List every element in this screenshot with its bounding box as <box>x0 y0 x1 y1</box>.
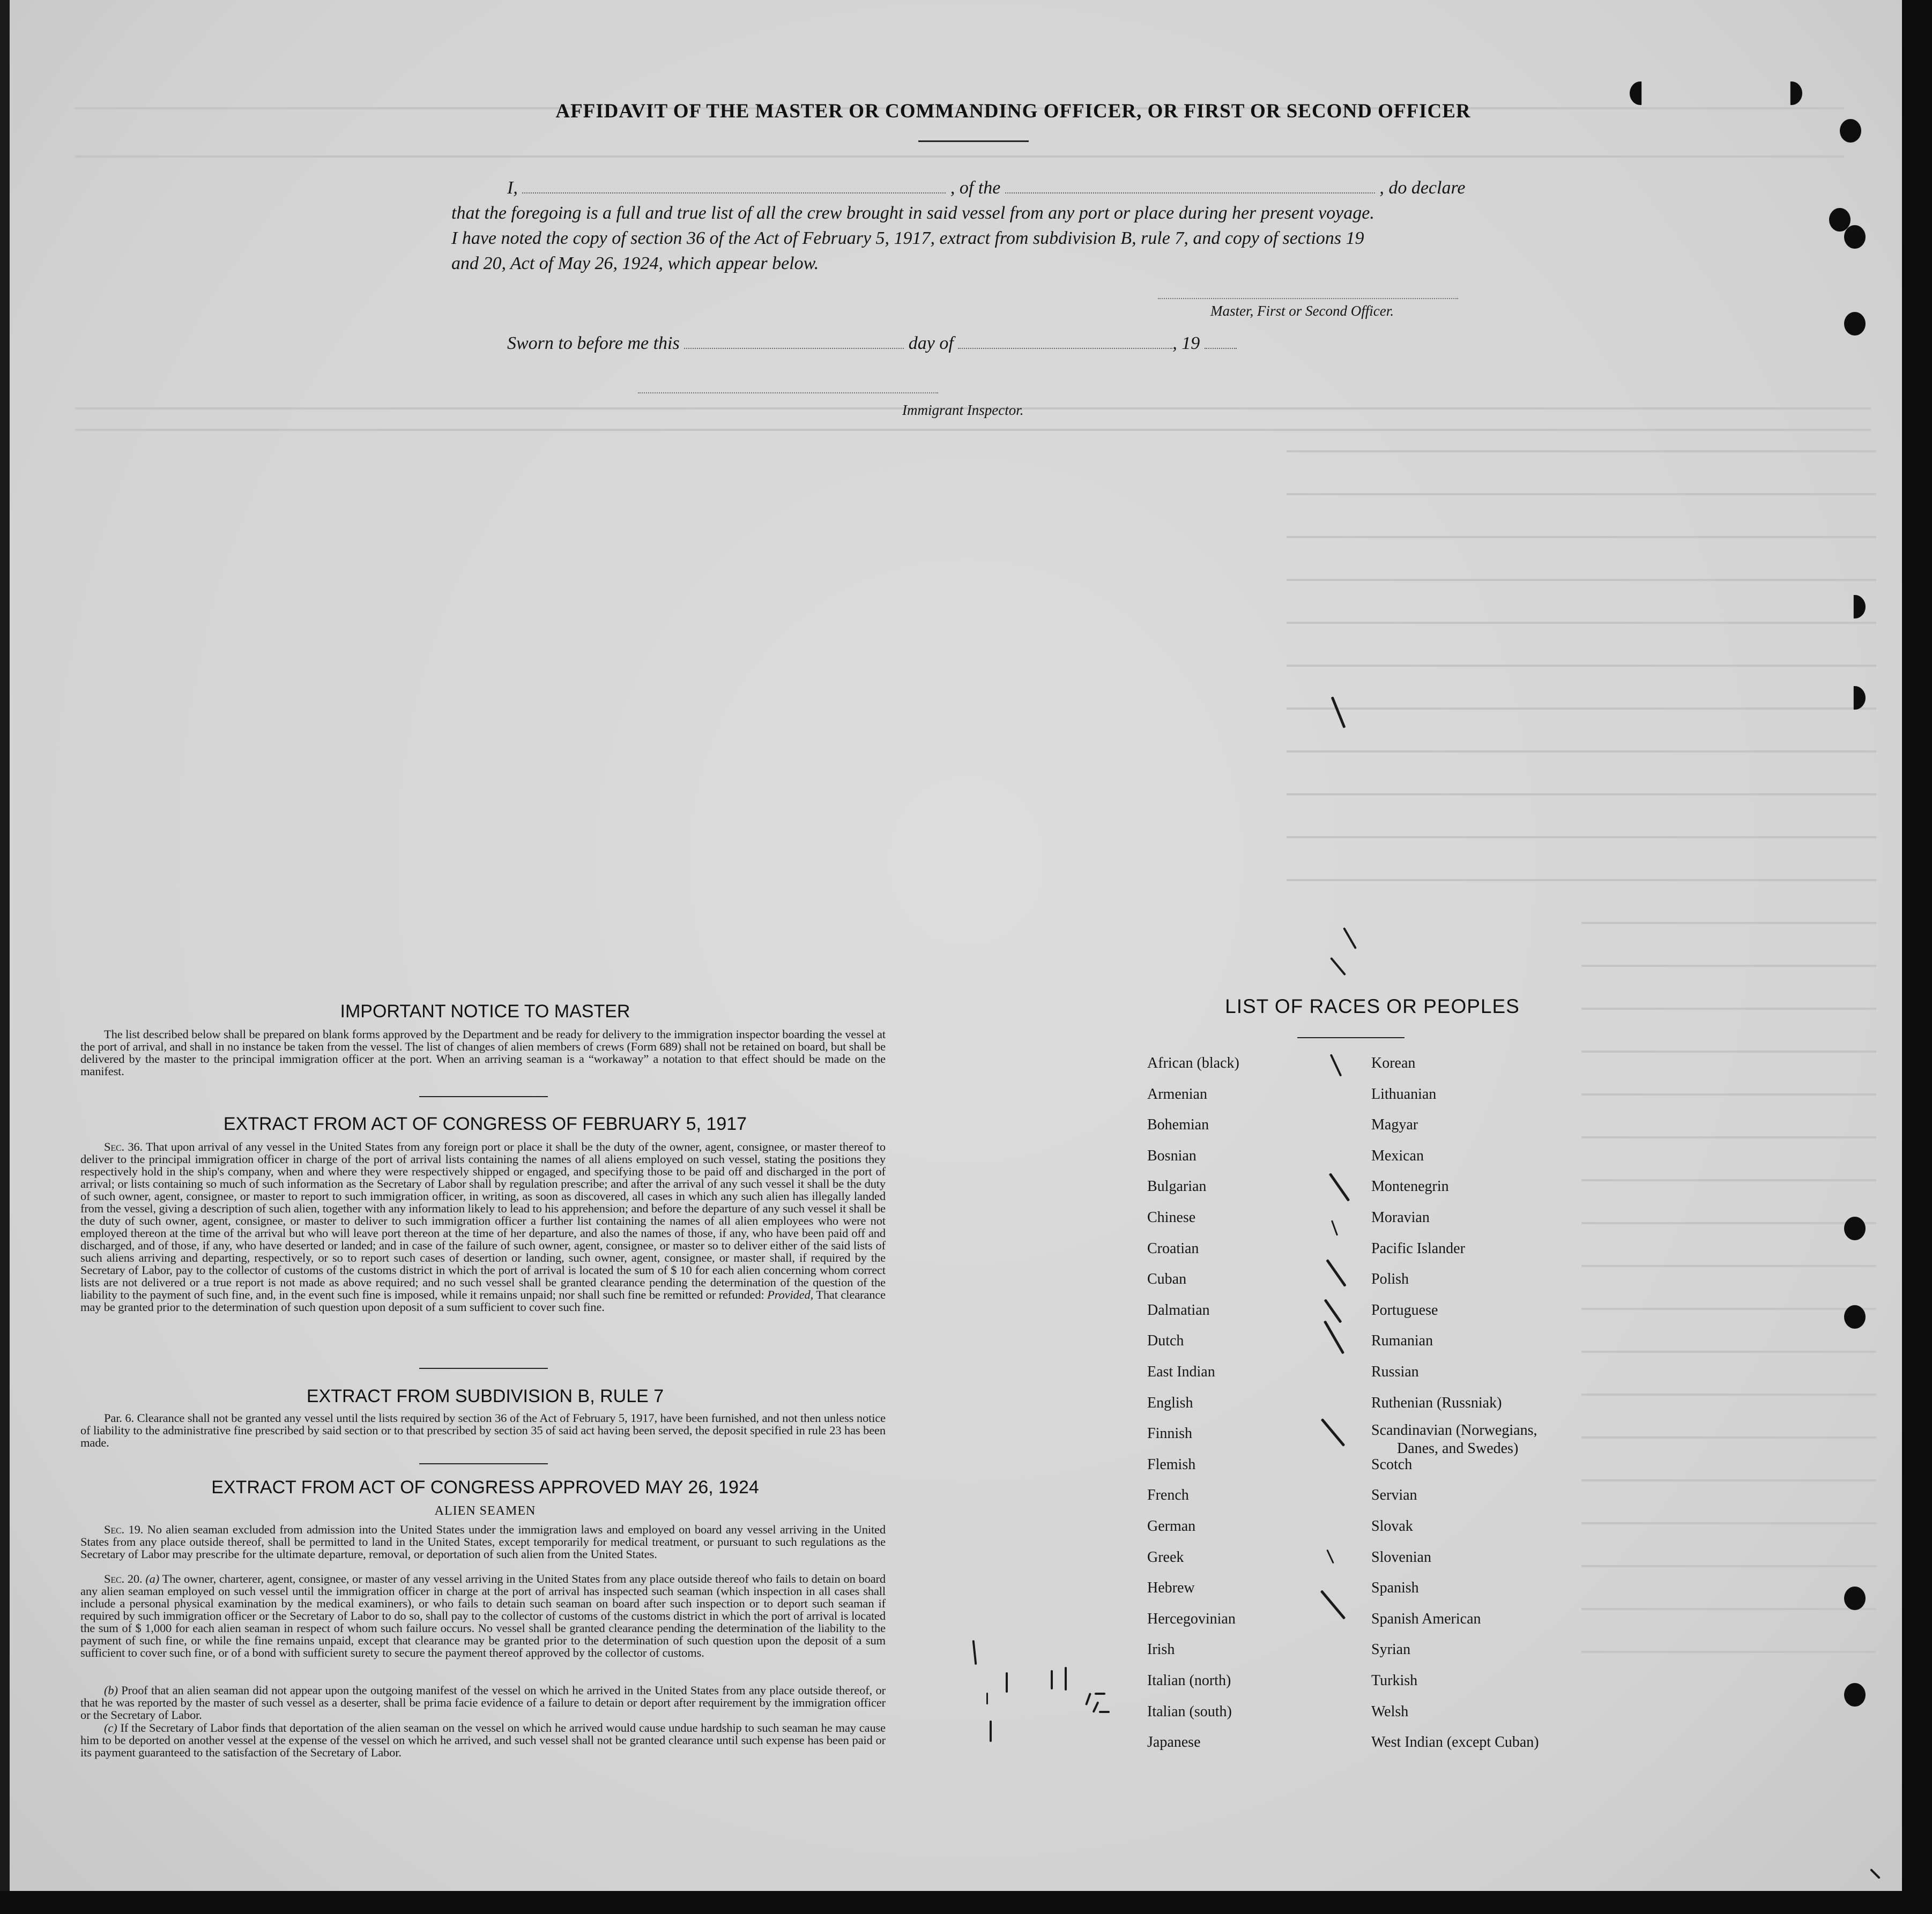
race-item: Greek <box>1147 1549 1184 1566</box>
race-item: English <box>1147 1395 1193 1411</box>
race-item: Slovak <box>1371 1518 1413 1535</box>
race-item: Mexican <box>1371 1148 1424 1164</box>
race-item: Bohemian <box>1147 1116 1209 1133</box>
sworn-day-blank[interactable] <box>684 347 904 349</box>
sec-20b-body: Proof that an alien seaman did not appear upon the outgoing manifest of the vessel on which he arrived in the United States from any place outside thereof, or that he was reported by the master of such vessel as a deserter, shall be prima facie evidence of a failure to detain or deport after requirement by the immigration officer or the Secretary of Labor. <box>80 1684 886 1722</box>
race-item: Scandinavian (Norwegians, <box>1371 1422 1537 1439</box>
affidavit-of-the: , of the <box>950 178 1001 198</box>
scan-border-left <box>0 0 10 1914</box>
sec-19-body: No alien seaman excluded from admission into the United States under the immigration laws and employed on board any vessel arriving in the United States from any place outside thereof, shall be permitted to land in the United States, except temporarily for medical treatment, or pursuant to such regulations as the Secretary of Labor may prescribe for the ultimate departure, removal, or deportation of such alien from the United States. <box>80 1523 886 1561</box>
race-item: Welsh <box>1371 1703 1409 1720</box>
race-item: West Indian (except Cuban) <box>1371 1734 1539 1751</box>
race-item: Irish <box>1147 1641 1175 1658</box>
sec-20a-text <box>80 1573 886 1659</box>
race-item: East Indian <box>1147 1364 1215 1380</box>
sec-20b-text <box>80 1684 886 1721</box>
race-item: Portuguese <box>1371 1302 1438 1319</box>
section-divider <box>419 1096 548 1097</box>
races-title: LIST OF RACES OR PEOPLES <box>1225 995 1520 1017</box>
vessel-blank[interactable] <box>1005 192 1375 193</box>
race-item: Rumanian <box>1371 1332 1433 1349</box>
extract-1917-text <box>80 1141 886 1313</box>
sec-20c-text <box>80 1722 886 1759</box>
scan-border-right <box>1902 0 1932 1914</box>
scan-border-bottom <box>0 1891 1932 1914</box>
race-item: Italian (north) <box>1147 1672 1231 1689</box>
race-item: Hebrew <box>1147 1580 1195 1596</box>
race-item: Chinese <box>1147 1209 1196 1226</box>
sec-36-label: Sec. 36. <box>104 1140 143 1153</box>
race-item: Pacific Islander <box>1371 1240 1465 1257</box>
affidavit-declare: , do declare <box>1379 178 1466 198</box>
race-item: Polish <box>1371 1271 1409 1287</box>
sworn-day-of: day of <box>908 333 954 353</box>
affidavit-i: I, <box>507 178 518 198</box>
rule-7-text: Par. 6. Clearance shall not be granted any vessel until the lists required by section 36 of the Act of February 5, 1917, have been furnished, and not then unless notice of liability to the administrative fine prescribed by said section or to that prescribed by section 35 of said act having been served, the deposit specified in rule 23 has been made. <box>80 1411 886 1449</box>
race-item: Cuban <box>1147 1271 1187 1287</box>
master-caption: Master, First or Second Officer. <box>1210 303 1394 319</box>
race-item: Bulgarian <box>1147 1178 1207 1195</box>
punch-hole <box>1844 686 1866 710</box>
race-item: Hercegovinian <box>1147 1611 1236 1627</box>
inspector-caption: Immigrant Inspector. <box>902 402 1024 418</box>
races-title-underline <box>1297 1037 1405 1038</box>
section-divider <box>419 1368 548 1369</box>
race-item: Croatian <box>1147 1240 1199 1257</box>
inspector-signature-line[interactable] <box>638 392 938 393</box>
sec-36-end: That clearance may be granted prior to the determination of such question upon deposit of a sum sufficient to cover such fine. <box>80 1288 886 1314</box>
sec-20c-label: (c) <box>104 1721 117 1734</box>
extract-1917-title: EXTRACT FROM ACT OF CONGRESS OF FEBRUARY 5, 1917 <box>223 1114 747 1134</box>
race-item: French <box>1147 1487 1189 1503</box>
sworn-year-blank[interactable] <box>1205 347 1237 349</box>
race-item: African (black) <box>1147 1055 1239 1071</box>
affidavit-line-2: that the foregoing is a full and true list of all the crew brought in said vessel from any port or place during her present voyage. <box>451 203 1374 223</box>
sec-20b-label: (b) <box>104 1684 118 1697</box>
race-item: Magyar <box>1371 1116 1418 1133</box>
affidavit-title: AFFIDAVIT OF THE MASTER OR COMMANDING OFFICER, OR FIRST OR SECOND OFFICER <box>555 100 1471 122</box>
affidavit-line-1 <box>507 178 1466 198</box>
sec-20a-label: (a) <box>145 1572 160 1585</box>
race-item: Korean <box>1371 1055 1416 1071</box>
race-item: Servian <box>1371 1487 1417 1503</box>
race-item: Moravian <box>1371 1209 1430 1226</box>
race-item: Armenian <box>1147 1086 1207 1103</box>
race-item: Finnish <box>1147 1425 1193 1442</box>
race-item: Dalmatian <box>1147 1302 1210 1319</box>
rule-7-title: EXTRACT FROM SUBDIVISION B, RULE 7 <box>306 1386 664 1406</box>
punch-hole <box>1844 1305 1866 1329</box>
punch-hole <box>1840 119 1861 143</box>
notice-text: The list described below shall be prepared on blank forms approved by the Department and be ready for delivery to the immigration inspector boarding the vessel at the port of arrival, and shall in no instance be taken from the vessel. The list of changes of alien members of crews (Form 689) shall not be retained on board, but shall be delivered by the master to the principal immigration officer at the port. When an arriving seaman is a “workaway” a notation to that effect should be made on the manifest. <box>80 1027 886 1078</box>
race-item: Turkish <box>1371 1672 1418 1689</box>
punch-hole <box>1844 225 1866 249</box>
notice-title: IMPORTANT NOTICE TO MASTER <box>340 1001 630 1022</box>
sec-19-text <box>80 1523 886 1560</box>
sworn-month-blank[interactable] <box>958 347 1172 349</box>
race-item: Spanish American <box>1371 1611 1481 1627</box>
race-item: German <box>1147 1518 1196 1535</box>
sec-20a-body: The owner, charterer, agent, consignee, or master of any vessel arriving in the United States from any place outside thereof who fails to detain on board any alien seaman employed on such vessel until the immigration officer in charge at the port of arrival has inspected such seaman (which inspection in all cases shall include a personal physical examination by the medical examiners), or who fails to detain such seaman on board after such inspection or to deport such seaman if required by such immigration officer or the Secretary of Labor to do so, shall pay to the collector of customs of the customs district in which the port of arrival is located the sum of $ 1,000 for each alien seaman in respect of whom such failure occurs. No vessel shall be granted clearance pending the determination of the liability to the payment of such fine, or while the fine remains unpaid, except that clearance may be granted prior to the determination of such question upon the deposit of a sum sufficient to cover such fine, or of a bond with sufficient surety to secure the payment thereof approved by the collector of customs. <box>80 1572 886 1659</box>
alien-seamen-subtitle: ALIEN SEAMEN <box>434 1504 536 1518</box>
sworn-year: , 19 <box>1172 333 1200 353</box>
title-underline <box>918 140 1029 142</box>
race-item: Syrian <box>1371 1641 1411 1658</box>
race-item: Flemish <box>1147 1456 1196 1473</box>
race-item: Dutch <box>1147 1332 1184 1349</box>
race-item: Russian <box>1371 1364 1419 1380</box>
sec-36-body: That upon arrival of any vessel in the United States from any foreign port or place it shall be the duty of the owner, agent, consignee, or master thereof to deliver to the principal immigration officer in charge of the port of arrival lists containing the names of all aliens employed on such vessel, stating the positions they respectively hold in the ship's company, when and where they were respectively shipped or engaged, and specifying those to be paid off and discharged in the port of arrival; or lists containing so much of such information as the Secretary of Labor shall by regulation prescribe; and after the arrival of any such vessel it shall be the duty of such owner, agent, consignee, or master to report to such immigration officer, in writing, as soon as discovered, all cases in which any such alien has illegally landed from the vessel, giving a description of such alien, together with any information likely to lead to his apprehension; and before the departure of any such vessel it shall be the duty of such owner, agent, consignee, or master to deliver to such immigration officer a further list containing the names of all alien employees who were not employed thereon at the time of the arrival but who will leave port thereon at the time of her departure, and also the names of those, if any, who have been paid off and discharged, and of those, if any, who have deserted or landed; and in case of the failure of such owner, agent, consignee, or master so to deliver either of the said lists of such aliens arriving and departing, respectively, or so to report such cases of desertion or landing, such owner, agent, consignee, or master shall, if required by the Secretary of Labor, pay to the collector of customs of the customs district in which the port of arrival is located the sum of $ 10 for each alien concerning whom correct lists are not delivered or a true report is not made as above required; and no such vessel shall be granted clearance pending the determination of the question of the liability to the payment of such fine, and, in the event such fine is imposed, while it remains unpaid; nor shall such fine be remitted or refunded: <box>80 1140 886 1301</box>
punch-hole <box>1844 1587 1866 1610</box>
sworn-prefix: Sworn to before me this <box>507 333 680 353</box>
punch-hole <box>1844 595 1866 619</box>
affidavit-line-4: and 20, Act of May 26, 1924, which appear below. <box>451 254 819 273</box>
extract-1924-title: EXTRACT FROM ACT OF CONGRESS APPROVED MAY 26, 1924 <box>211 1477 759 1498</box>
race-item: Scotch <box>1371 1456 1413 1473</box>
section-divider <box>419 1463 548 1464</box>
race-item: Italian (south) <box>1147 1703 1232 1720</box>
race-item: Bosnian <box>1147 1148 1197 1164</box>
sworn-line <box>507 333 1237 354</box>
affidavit-line-3: I have noted the copy of section 36 of the Act of February 5, 1917, extract from subdivision B, rule 7, and copy of sections 19 <box>451 228 1364 248</box>
race-item: Lithuanian <box>1371 1086 1437 1103</box>
race-item: Japanese <box>1147 1734 1201 1751</box>
name-blank[interactable] <box>522 192 946 193</box>
race-item: Ruthenian (Russniak) <box>1371 1395 1502 1411</box>
proviso-word: Provided, <box>767 1288 814 1301</box>
race-item: Slovenian <box>1371 1549 1431 1566</box>
punch-hole <box>1844 312 1866 336</box>
race-item: Montenegrin <box>1371 1178 1449 1195</box>
punch-hole <box>1781 81 1802 105</box>
race-item: Spanish <box>1371 1580 1419 1596</box>
sec-20c-body: If the Secretary of Labor finds that deportation of the alien seaman on the vessel on which he arrived would cause undue hardship to such seaman he may cause him to be deported on another vessel at the expense of the vessel on which he arrived, and such vessel shall not be granted clearance until such expense has been paid or its payment guaranteed to the satisfaction of the Secretary of Labor. <box>80 1721 886 1759</box>
sec-19-label: Sec. 19. <box>104 1523 144 1536</box>
race-scandinavian-continued: Danes, and Swedes) <box>1397 1440 1519 1457</box>
punch-hole <box>1844 1217 1866 1240</box>
master-signature-line[interactable] <box>1158 298 1458 299</box>
punch-hole <box>1844 1683 1866 1707</box>
sec-20-label: Sec. 20. <box>104 1572 143 1585</box>
